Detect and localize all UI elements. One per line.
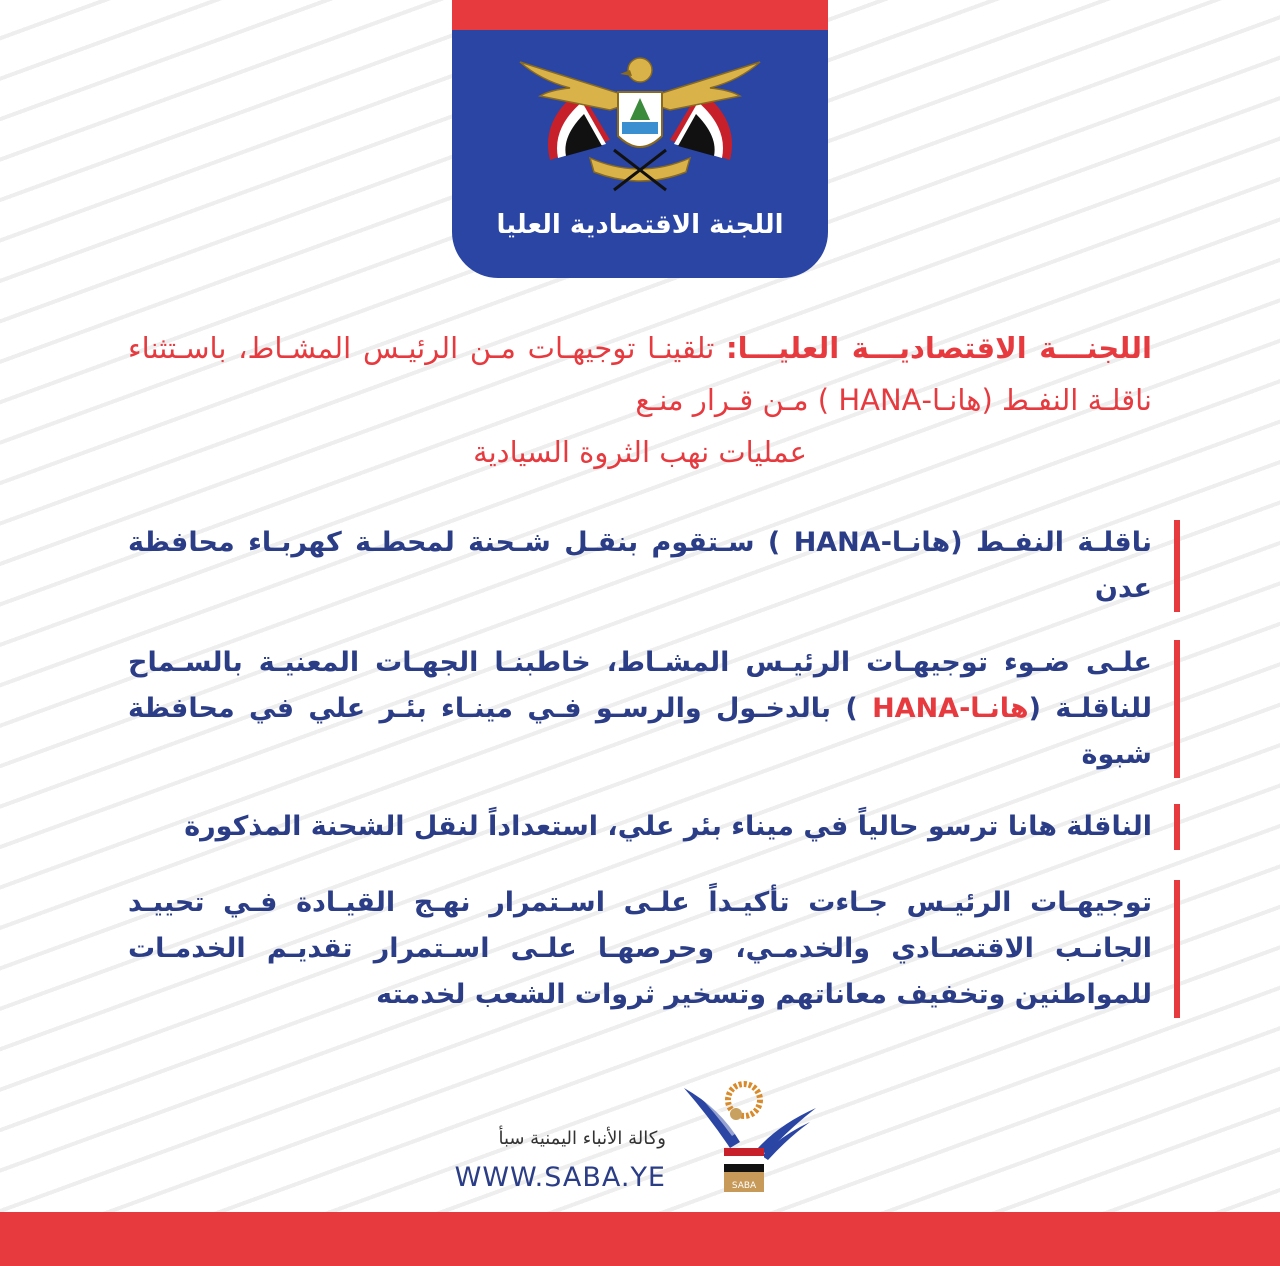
headline-line2: المشـاط، باسـتثناء ناقلـة النفـط (هانـا-HANA ) مـن قـرار منـع: [128, 331, 1152, 417]
headline-line1: تلقينـا توجيهـات مـن الرئيـس: [362, 331, 727, 365]
bullet-point-2-part2: ) بالدخـول والرسـو فـي مينـاء بئـر علي في محافظة شبوة: [128, 693, 1152, 770]
bullet-point-3-text: الناقلة هانا ترسو حالياً في ميناء بئر علي، استعداداً لنقل الشحنة المذكورة: [184, 811, 1152, 842]
bullet-point-4-text: توجيهـات الرئيـس جـاءت تأكيـداً علـى اسـتمرار نهـج القيـادة فـي تحييـد الجانـب الاقتصـادي والخدمـي، وحرصهـا علـى اسـتمرار تقديـم الخدمـات للمواطنين وتخفيف معاناتهم وتسخير ثروات الشعب لخدمته: [128, 887, 1152, 1010]
header-red-stripe: [452, 0, 828, 30]
bullet-point-1: [128, 520, 1180, 612]
bullet-point-2: [128, 640, 1180, 778]
bottom-red-bar: [0, 1212, 1280, 1266]
bullet-point-4: [128, 880, 1180, 1018]
agency-name: وكالة الأنباء اليمنية سبأ: [498, 1128, 666, 1149]
bullet-point-1-text: ناقلـة النفـط (هانـا-HANA ) سـتقوم بنقـل شـحنة لمحطـة كهربـاء محافظة عدن: [128, 527, 1153, 604]
headline-line3: عمليات نهب الثروة السيادية: [473, 435, 807, 469]
agency-url[interactable]: WWW.SABA.YE: [454, 1162, 666, 1193]
committee-name: اللجنة الاقتصادية العليا: [496, 210, 784, 240]
saba-logo-text: SABA: [731, 1181, 757, 1191]
bullet-point-3: [128, 804, 1180, 850]
headline-prefix: اللجنـــة الاقتصاديـــة العليـــا:: [726, 331, 1153, 365]
bullet-point-2-highlight: هانـا-HANA: [872, 693, 1029, 724]
saba-logo-icon: [680, 1078, 820, 1198]
bullet-point-2-part1: علـى ضـوء توجيهـات الرئيـس المشـاط، خاطبنـا الجهـات المعنيـة بالسـماح للناقلـة (: [128, 647, 1152, 724]
header-badge: [452, 0, 828, 278]
headline: [128, 322, 1152, 478]
yemen-eagle-emblem-icon: [510, 40, 770, 200]
